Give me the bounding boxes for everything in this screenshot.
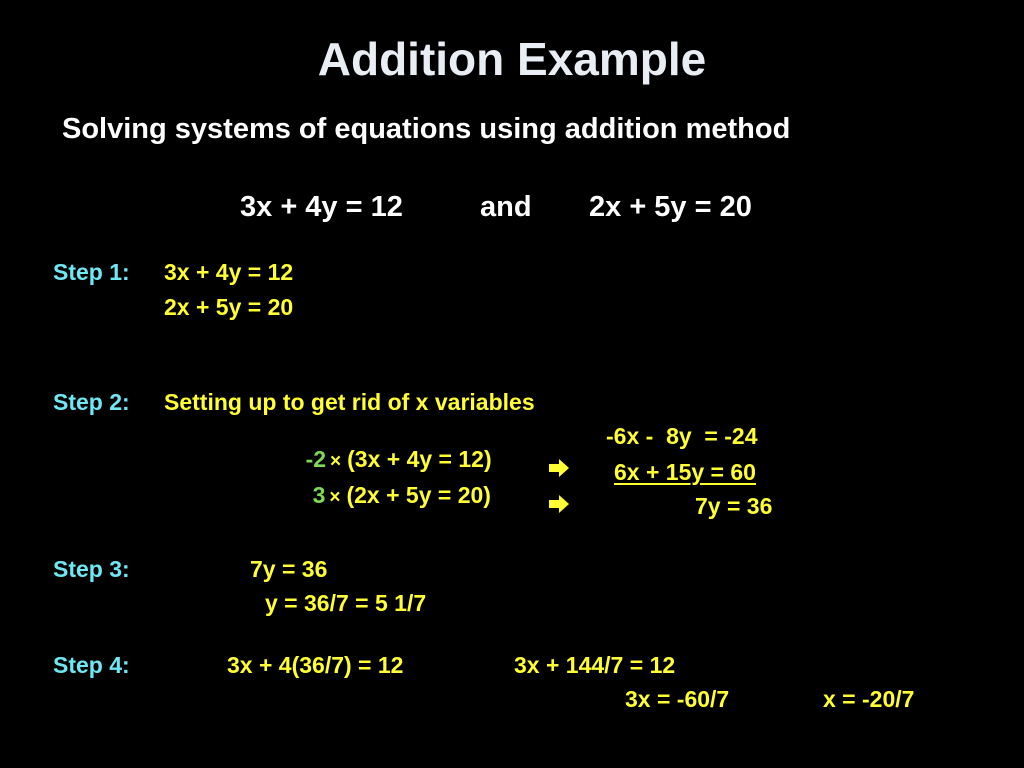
step-3-equation-1: 7y = 36 [250, 556, 328, 582]
step-1-equation-2: 2x + 5y = 20 [164, 294, 294, 320]
step-4-equation-1: 3x + 4(36/7) = 12 [227, 652, 404, 678]
step-2-description: Setting up to get rid of x variables [164, 389, 535, 415]
step-4-solution: x = -20/7 [823, 686, 915, 712]
multiplier-1: -2 [305, 446, 327, 472]
step-3-label: Step 3: [53, 556, 130, 582]
system-equation-2: 2x + 5y = 20 [589, 191, 752, 223]
step-2-row-2 [287, 461, 491, 530]
times-symbol-2: × [329, 487, 341, 508]
slide-title: Addition Example [317, 33, 707, 85]
step-1-equation-1: 3x + 4y = 12 [164, 259, 294, 285]
right-arrow-icon [548, 461, 570, 547]
step-4-equation-2: 3x + 144/7 = 12 [514, 652, 676, 678]
times-symbol-1: × [330, 451, 342, 472]
multiplier-2: 3 [312, 482, 326, 508]
step-2-label: Step 2: [53, 389, 130, 415]
step-2-row-2-result: 6x + 15y = 60 [614, 459, 756, 485]
system-equation-1: 3x + 4y = 12 [240, 191, 403, 223]
system-connector: and [480, 191, 532, 223]
step-4-equation-3: 3x = -60/7 [625, 686, 730, 712]
step-1-label: Step 1: [53, 259, 130, 285]
step-2-row-2-equation: (2x + 5y = 20) [346, 482, 491, 508]
step-3-equation-2: y = 36/7 = 5 1/7 [265, 590, 427, 616]
step-2-row-1-equation: (3x + 4y = 12) [347, 446, 492, 472]
step-4-label: Step 4: [53, 652, 130, 678]
step-2-row-1-result: -6x - 8y = -24 [606, 423, 758, 449]
slide-subtitle: Solving systems of equations using addition method [62, 113, 791, 145]
step-2-sum: 7y = 36 [695, 493, 773, 519]
